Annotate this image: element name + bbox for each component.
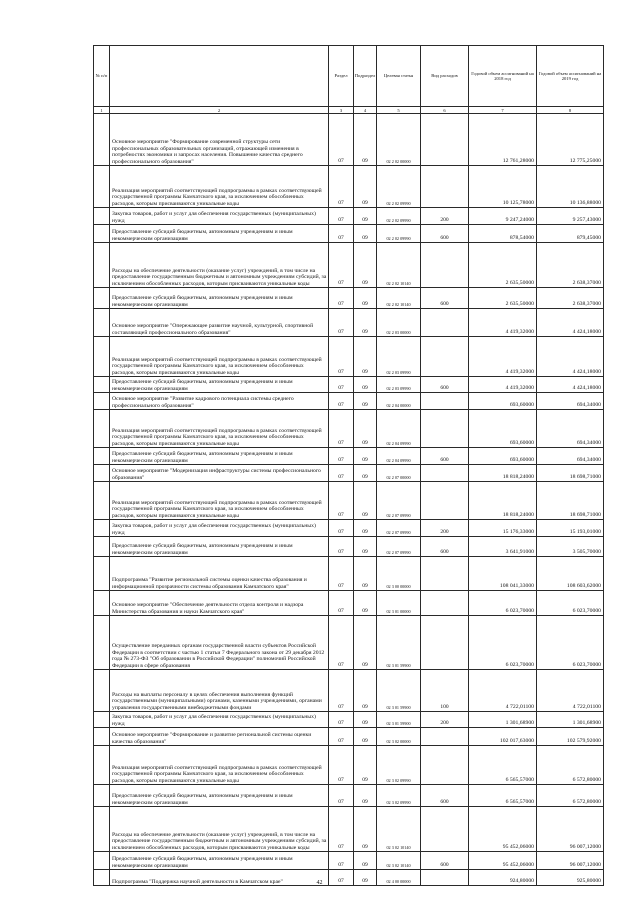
row-section-cell: 07 xyxy=(329,243,354,288)
header-expense-type: Вид расходов xyxy=(421,46,469,107)
row-subsection-cell: 09 xyxy=(354,785,377,807)
row-name-cell: Реализация мероприятий соответствующей подпрограммы в рамках соответствующей государственной программы Камчатского края, за исключением обособленных расходов, которым присваиваются уникальные коды xyxy=(110,746,329,785)
row-name-cell: Предоставление субсидий бюджетным, автономным учреждениям и иным некоммерческим организациям xyxy=(110,785,329,807)
column-number: 2 xyxy=(110,107,329,114)
header-name xyxy=(110,46,329,107)
row-expense-type-cell: 600 xyxy=(421,225,469,243)
table-row xyxy=(94,482,604,520)
row-subsection-cell: 09 xyxy=(354,465,377,482)
row-target-cell: 02 2 02 10140 xyxy=(377,288,421,309)
table-row xyxy=(94,785,604,807)
row-expense-type-cell xyxy=(421,728,469,746)
row-name-cell: Предоставление субсидий бюджетным, автономным учреждениям и иным некоммерческим организациям xyxy=(110,225,329,243)
row-name-cell: Основное мероприятие "Формирование современной структуры сети профессиональных образовательных организаций, отражающей изменения в потребностях экономики и запросах населения. Повышение качества среднего профессионального образования" xyxy=(110,114,329,166)
row-section-cell: 07 xyxy=(329,288,354,309)
row-2018-cell: 4 419,32000 xyxy=(469,377,537,393)
row-section-cell: 07 xyxy=(329,712,354,728)
row-expense-type-cell: 600 xyxy=(421,288,469,309)
row-subsection-cell: 09 xyxy=(354,670,377,712)
row-section-cell: 07 xyxy=(329,746,354,785)
row-name-cell: Закупка товаров, работ и услуг для обеспечения государственных (муниципальных) нужд xyxy=(110,520,329,537)
row-name-cell: Осуществление переданных органам государственной власти субъектов Российской Федерации в соответствии с частью 1 статьи 7 Федерального закона от 29 декабря 2012 года № 273-ФЗ "Об образовании в Российской Федерации" полномочий Российской Федерации в сфере образования xyxy=(110,616,329,670)
row-subsection-cell: 09 xyxy=(354,807,377,852)
row-number-cell xyxy=(94,807,110,852)
table-row xyxy=(94,537,604,557)
row-target-cell: 02 3 02 00000 xyxy=(377,728,421,746)
row-2018-cell: 12 761,28000 xyxy=(469,114,537,166)
table-row xyxy=(94,208,604,225)
row-2019-cell: 2 638,37000 xyxy=(537,243,604,288)
row-subsection-cell: 09 xyxy=(354,166,377,208)
row-name-cell: Основное мероприятие "Обеспечение деятельности отдела контроля и надзора Министерства образования и науки Камчатского края" xyxy=(110,591,329,616)
row-name-cell: Закупка товаров, работ и услуг для обеспечения государственных (муниципальных) нужд xyxy=(110,208,329,225)
row-section-cell: 07 xyxy=(329,670,354,712)
row-number-cell xyxy=(94,852,110,870)
table-header-row xyxy=(94,46,604,107)
row-expense-type-cell: 200 xyxy=(421,520,469,537)
row-number-cell xyxy=(94,225,110,243)
row-subsection-cell: 09 xyxy=(354,482,377,520)
row-target-cell: 02 2 03 09990 xyxy=(377,377,421,393)
table-row xyxy=(94,712,604,728)
row-target-cell: 02 3 00 00000 xyxy=(377,557,421,591)
row-number-cell xyxy=(94,337,110,377)
table-row xyxy=(94,557,604,591)
row-2019-cell: 6 023,70000 xyxy=(537,616,604,670)
row-subsection-cell: 09 xyxy=(354,591,377,616)
row-2018-cell: 1 301,68900 xyxy=(469,712,537,728)
row-2018-cell: 693,60000 xyxy=(469,448,537,465)
row-expense-type-cell: 200 xyxy=(421,208,469,225)
row-expense-type-cell: 600 xyxy=(421,537,469,557)
row-name-cell: Основное мероприятие "Развитие кадрового потенциала системы среднего профессионального образования" xyxy=(110,393,329,410)
row-target-cell: 02 3 01 00000 xyxy=(377,591,421,616)
row-2018-cell: 3 641,91000 xyxy=(469,537,537,557)
row-expense-type-cell xyxy=(421,807,469,852)
row-target-cell: 02 2 07 09990 xyxy=(377,482,421,520)
row-expense-type-cell xyxy=(421,410,469,448)
row-target-cell: 02 3 01 59900 xyxy=(377,616,421,670)
row-2019-cell: 108 603,62000 xyxy=(537,557,604,591)
budget-table-sheet xyxy=(93,45,603,885)
row-name-cell: Основное мероприятие "Формирование и развитие региональной системы оценки качества образования" xyxy=(110,728,329,746)
row-2018-cell: 9 247,24000 xyxy=(469,208,537,225)
row-number-cell xyxy=(94,114,110,166)
row-2018-cell: 6 023,70000 xyxy=(469,616,537,670)
row-expense-type-cell xyxy=(421,591,469,616)
row-subsection-cell: 09 xyxy=(354,410,377,448)
column-number: 5 xyxy=(377,107,421,114)
table-row xyxy=(94,448,604,465)
row-2019-cell: 925,80000 xyxy=(537,870,604,886)
row-subsection-cell: 09 xyxy=(354,712,377,728)
table-row xyxy=(94,337,604,377)
row-subsection-cell: 09 xyxy=(354,557,377,591)
header-target: Целевая статья xyxy=(377,46,421,107)
row-expense-type-cell xyxy=(421,166,469,208)
row-2018-cell: 6 023,70000 xyxy=(469,591,537,616)
header-2018: Годовой объем ассигнований на 2018 год xyxy=(469,46,537,107)
row-subsection-cell: 09 xyxy=(354,746,377,785)
header-num: № п/п xyxy=(94,46,110,107)
row-section-cell: 07 xyxy=(329,410,354,448)
row-number-cell xyxy=(94,482,110,520)
row-subsection-cell: 09 xyxy=(354,288,377,309)
row-target-cell: 02 2 02 09990 xyxy=(377,208,421,225)
row-2018-cell: 15 176,33000 xyxy=(469,520,537,537)
row-number-cell xyxy=(94,712,110,728)
row-2018-cell: 693,60000 xyxy=(469,393,537,410)
row-subsection-cell: 09 xyxy=(354,393,377,410)
row-name-cell: Основное мероприятие "Модернизация инфраструктуры системы профессионального образования" xyxy=(110,465,329,482)
row-number-cell xyxy=(94,208,110,225)
row-section-cell: 07 xyxy=(329,870,354,886)
row-name-cell: Расходы на выплаты персоналу в целях обеспечения выполнения функций государственными (муниципальными) органами, казенными учреждениями, органами управления государственными внебюджетными фондами xyxy=(110,670,329,712)
row-2019-cell: 879,45000 xyxy=(537,225,604,243)
table-row xyxy=(94,288,604,309)
row-2018-cell: 95 452,06000 xyxy=(469,852,537,870)
row-number-cell xyxy=(94,746,110,785)
row-2019-cell: 9 257,43000 xyxy=(537,208,604,225)
table-row xyxy=(94,243,604,288)
row-2018-cell: 102 017,63000 xyxy=(469,728,537,746)
row-subsection-cell: 09 xyxy=(354,520,377,537)
row-2019-cell: 694,34000 xyxy=(537,393,604,410)
row-number-cell xyxy=(94,448,110,465)
row-subsection-cell: 09 xyxy=(354,448,377,465)
table-row xyxy=(94,309,604,337)
row-2019-cell: 102 579,92000 xyxy=(537,728,604,746)
row-target-cell: 02 4 00 00000 xyxy=(377,870,421,886)
table-row xyxy=(94,670,604,712)
row-2018-cell: 95 452,06000 xyxy=(469,807,537,852)
row-2018-cell: 4 419,32000 xyxy=(469,309,537,337)
row-section-cell: 07 xyxy=(329,520,354,537)
row-target-cell: 02 2 04 00000 xyxy=(377,393,421,410)
row-name-cell: Расходы на обеспечение деятельности (оказание услуг) учреждений, в том числе на предоставление государственным бюджетным и автономным учреждениям субсидий, за исключением обособленных расходов, которым присваиваются уникальные коды xyxy=(110,807,329,852)
row-2018-cell: 2 635,50000 xyxy=(469,288,537,309)
row-expense-type-cell: 600 xyxy=(421,377,469,393)
row-2019-cell: 694,34000 xyxy=(537,410,604,448)
row-subsection-cell: 09 xyxy=(354,243,377,288)
row-number-cell xyxy=(94,288,110,309)
table-row xyxy=(94,114,604,166)
row-name-cell: Реализация мероприятий соответствующей подпрограммы в рамках соответствующей государственной программы Камчатского края, за исключением обособленных расходов, которым присваиваются уникальные коды xyxy=(110,337,329,377)
table-row xyxy=(94,807,604,852)
row-subsection-cell: 09 xyxy=(354,537,377,557)
row-section-cell: 07 xyxy=(329,591,354,616)
row-name-cell: Реализация мероприятий соответствующей подпрограммы в рамках соответствующей государственной программы Камчатского края, за исключением обособленных расходов, которым присваиваются уникальные коды xyxy=(110,166,329,208)
budget-allocation-table xyxy=(93,45,604,886)
row-expense-type-cell xyxy=(421,746,469,785)
row-target-cell: 02 2 04 09990 xyxy=(377,410,421,448)
column-number: 6 xyxy=(421,107,469,114)
row-number-cell xyxy=(94,670,110,712)
row-2019-cell: 4 722,01100 xyxy=(537,670,604,712)
column-number: 8 xyxy=(537,107,604,114)
row-2018-cell: 2 635,50000 xyxy=(469,243,537,288)
row-2019-cell: 2 638,37000 xyxy=(537,288,604,309)
row-expense-type-cell xyxy=(421,465,469,482)
row-expense-type-cell xyxy=(421,243,469,288)
header-subsection: Подраздел xyxy=(354,46,377,107)
row-name-cell: Основное мероприятие "Опережающее развитие научной, культурной, спортивной составляющей профессионального образования" xyxy=(110,309,329,337)
row-number-cell xyxy=(94,591,110,616)
row-expense-type-cell: 600 xyxy=(421,448,469,465)
row-expense-type-cell xyxy=(421,557,469,591)
row-number-cell xyxy=(94,785,110,807)
table-row xyxy=(94,591,604,616)
row-section-cell: 07 xyxy=(329,557,354,591)
row-2019-cell: 18 698,71000 xyxy=(537,465,604,482)
row-target-cell: 02 2 07 09990 xyxy=(377,537,421,557)
row-target-cell: 02 2 03 09990 xyxy=(377,337,421,377)
row-expense-type-cell: 600 xyxy=(421,852,469,870)
row-section-cell: 07 xyxy=(329,208,354,225)
row-target-cell: 02 3 02 09990 xyxy=(377,746,421,785)
table-row xyxy=(94,616,604,670)
row-target-cell: 02 2 02 10140 xyxy=(377,243,421,288)
row-2019-cell: 4 424,18000 xyxy=(537,309,604,337)
row-number-cell xyxy=(94,243,110,288)
row-subsection-cell: 09 xyxy=(354,225,377,243)
row-2018-cell: 6 565,57000 xyxy=(469,746,537,785)
table-row xyxy=(94,728,604,746)
row-2019-cell: 3 505,70000 xyxy=(537,537,604,557)
row-section-cell: 07 xyxy=(329,393,354,410)
column-number: 3 xyxy=(329,107,354,114)
row-section-cell: 07 xyxy=(329,225,354,243)
row-number-cell xyxy=(94,616,110,670)
row-2019-cell: 6 572,80000 xyxy=(537,746,604,785)
row-number-cell xyxy=(94,309,110,337)
row-2019-cell: 6 572,80000 xyxy=(537,785,604,807)
row-subsection-cell: 09 xyxy=(354,377,377,393)
page-number: 42 xyxy=(316,880,323,886)
row-expense-type-cell xyxy=(421,393,469,410)
row-target-cell: 02 2 04 09990 xyxy=(377,448,421,465)
table-row xyxy=(94,746,604,785)
row-section-cell: 07 xyxy=(329,785,354,807)
row-expense-type-cell: 100 xyxy=(421,670,469,712)
row-section-cell: 07 xyxy=(329,728,354,746)
row-name-cell: Подпрограмма "Развитие региональной системы оценки качества образования и информационной прозрачности системы образования Камчатского края" xyxy=(110,557,329,591)
row-name-cell: Предоставление субсидий бюджетным, автономным учреждениям и иным некоммерческим организациям xyxy=(110,288,329,309)
row-number-cell xyxy=(94,537,110,557)
row-2019-cell: 694,34000 xyxy=(537,448,604,465)
row-2019-cell: 12 775,25000 xyxy=(537,114,604,166)
row-subsection-cell: 09 xyxy=(354,114,377,166)
row-section-cell: 07 xyxy=(329,377,354,393)
row-expense-type-cell xyxy=(421,616,469,670)
row-number-cell xyxy=(94,557,110,591)
row-section-cell: 07 xyxy=(329,482,354,520)
row-name-cell: Закупка товаров, работ и услуг для обеспечения государственных (муниципальных) нужд xyxy=(110,712,329,728)
row-number-cell xyxy=(94,728,110,746)
row-2018-cell: 108 041,33000 xyxy=(469,557,537,591)
row-target-cell: 02 2 02 00000 xyxy=(377,114,421,166)
table-row xyxy=(94,225,604,243)
row-subsection-cell: 09 xyxy=(354,870,377,886)
row-number-cell xyxy=(94,410,110,448)
row-section-cell: 07 xyxy=(329,309,354,337)
table-row xyxy=(94,410,604,448)
row-name-cell: Подпрограмма "Поддержка научной деятельности в Камчатском крае" xyxy=(110,870,329,886)
row-target-cell: 02 3 02 09990 xyxy=(377,785,421,807)
row-number-cell xyxy=(94,166,110,208)
row-section-cell: 07 xyxy=(329,465,354,482)
row-target-cell: 02 2 02 09990 xyxy=(377,225,421,243)
header-section: Раздел xyxy=(329,46,354,107)
table-row xyxy=(94,166,604,208)
row-number-cell xyxy=(94,465,110,482)
row-subsection-cell: 09 xyxy=(354,337,377,377)
row-target-cell: 02 3 01 59900 xyxy=(377,712,421,728)
table-row xyxy=(94,393,604,410)
row-target-cell: 02 2 07 00000 xyxy=(377,465,421,482)
column-number: 7 xyxy=(469,107,537,114)
row-target-cell: 02 3 01 59900 xyxy=(377,670,421,712)
row-2019-cell: 18 698,71000 xyxy=(537,482,604,520)
row-target-cell: 02 3 02 10140 xyxy=(377,807,421,852)
row-target-cell: 02 2 07 09990 xyxy=(377,520,421,537)
row-2019-cell: 6 023,70000 xyxy=(537,591,604,616)
row-2018-cell: 693,60000 xyxy=(469,410,537,448)
row-number-cell xyxy=(94,393,110,410)
row-name-cell: Предоставление субсидий бюджетным, автономным учреждениям и иным некоммерческим организациям xyxy=(110,537,329,557)
row-section-cell: 07 xyxy=(329,807,354,852)
row-2019-cell: 1 301,68900 xyxy=(537,712,604,728)
row-expense-type-cell: 600 xyxy=(421,785,469,807)
row-section-cell: 07 xyxy=(329,537,354,557)
header-2019: Годовой объем ассигнований на 2019 год xyxy=(537,46,604,107)
row-2018-cell: 878,54000 xyxy=(469,225,537,243)
row-section-cell: 07 xyxy=(329,448,354,465)
row-expense-type-cell xyxy=(421,482,469,520)
row-name-cell: Реализация мероприятий соответствующей подпрограммы в рамках соответствующей государственной программы Камчатского края, за исключением обособленных расходов, которым присваиваются уникальные коды xyxy=(110,482,329,520)
table-row xyxy=(94,852,604,870)
row-expense-type-cell xyxy=(421,337,469,377)
row-2018-cell: 18 818,24000 xyxy=(469,465,537,482)
column-number: 4 xyxy=(354,107,377,114)
row-2019-cell: 4 424,18000 xyxy=(537,337,604,377)
row-expense-type-cell xyxy=(421,114,469,166)
row-name-cell: Предоставление субсидий бюджетным, автономным учреждениям и иным некоммерческим организациям xyxy=(110,448,329,465)
row-2018-cell: 4 722,01100 xyxy=(469,670,537,712)
column-number-row xyxy=(94,107,604,114)
row-name-cell: Расходы на обеспечение деятельности (оказание услуг) учреждений, в том числе на предоставление государственным бюджетным и автономным учреждениям субсидий, за исключением обособленных расходов, которым присваиваются уникальные коды xyxy=(110,243,329,288)
table-body xyxy=(94,114,604,886)
row-expense-type-cell xyxy=(421,309,469,337)
row-2018-cell: 924,80000 xyxy=(469,870,537,886)
row-name-cell: Предоставление субсидий бюджетным, автономным учреждениям и иным некоммерческим организациям xyxy=(110,377,329,393)
row-name-cell: Реализация мероприятий соответствующей подпрограммы в рамках соответствующей государственной программы Камчатского края, за исключением обособленных расходов, которым присваиваются уникальные коды xyxy=(110,410,329,448)
column-number: 1 xyxy=(94,107,110,114)
row-name-cell: Предоставление субсидий бюджетным, автономным учреждениям и иным некоммерческим организациям xyxy=(110,852,329,870)
row-2019-cell: 96 007,12000 xyxy=(537,852,604,870)
row-2018-cell: 6 565,57000 xyxy=(469,785,537,807)
table-row xyxy=(94,520,604,537)
row-subsection-cell: 09 xyxy=(354,309,377,337)
row-2018-cell: 4 419,32000 xyxy=(469,337,537,377)
row-2019-cell: 4 424,18000 xyxy=(537,377,604,393)
row-subsection-cell: 09 xyxy=(354,616,377,670)
row-number-cell xyxy=(94,520,110,537)
row-subsection-cell: 09 xyxy=(354,728,377,746)
row-2019-cell: 15 193,01000 xyxy=(537,520,604,537)
row-section-cell: 07 xyxy=(329,114,354,166)
row-section-cell: 07 xyxy=(329,337,354,377)
row-section-cell: 07 xyxy=(329,166,354,208)
row-2019-cell: 96 007,12000 xyxy=(537,807,604,852)
row-2019-cell: 10 136,88000 xyxy=(537,166,604,208)
row-subsection-cell: 09 xyxy=(354,208,377,225)
row-target-cell: 02 2 02 09990 xyxy=(377,166,421,208)
row-2018-cell: 10 125,78000 xyxy=(469,166,537,208)
table-row xyxy=(94,465,604,482)
table-row xyxy=(94,377,604,393)
row-target-cell: 02 3 02 10140 xyxy=(377,852,421,870)
row-subsection-cell: 09 xyxy=(354,852,377,870)
row-2018-cell: 18 818,24000 xyxy=(469,482,537,520)
row-target-cell: 02 2 03 00000 xyxy=(377,309,421,337)
row-section-cell: 07 xyxy=(329,852,354,870)
row-number-cell xyxy=(94,377,110,393)
row-expense-type-cell: 200 xyxy=(421,712,469,728)
row-section-cell: 07 xyxy=(329,616,354,670)
